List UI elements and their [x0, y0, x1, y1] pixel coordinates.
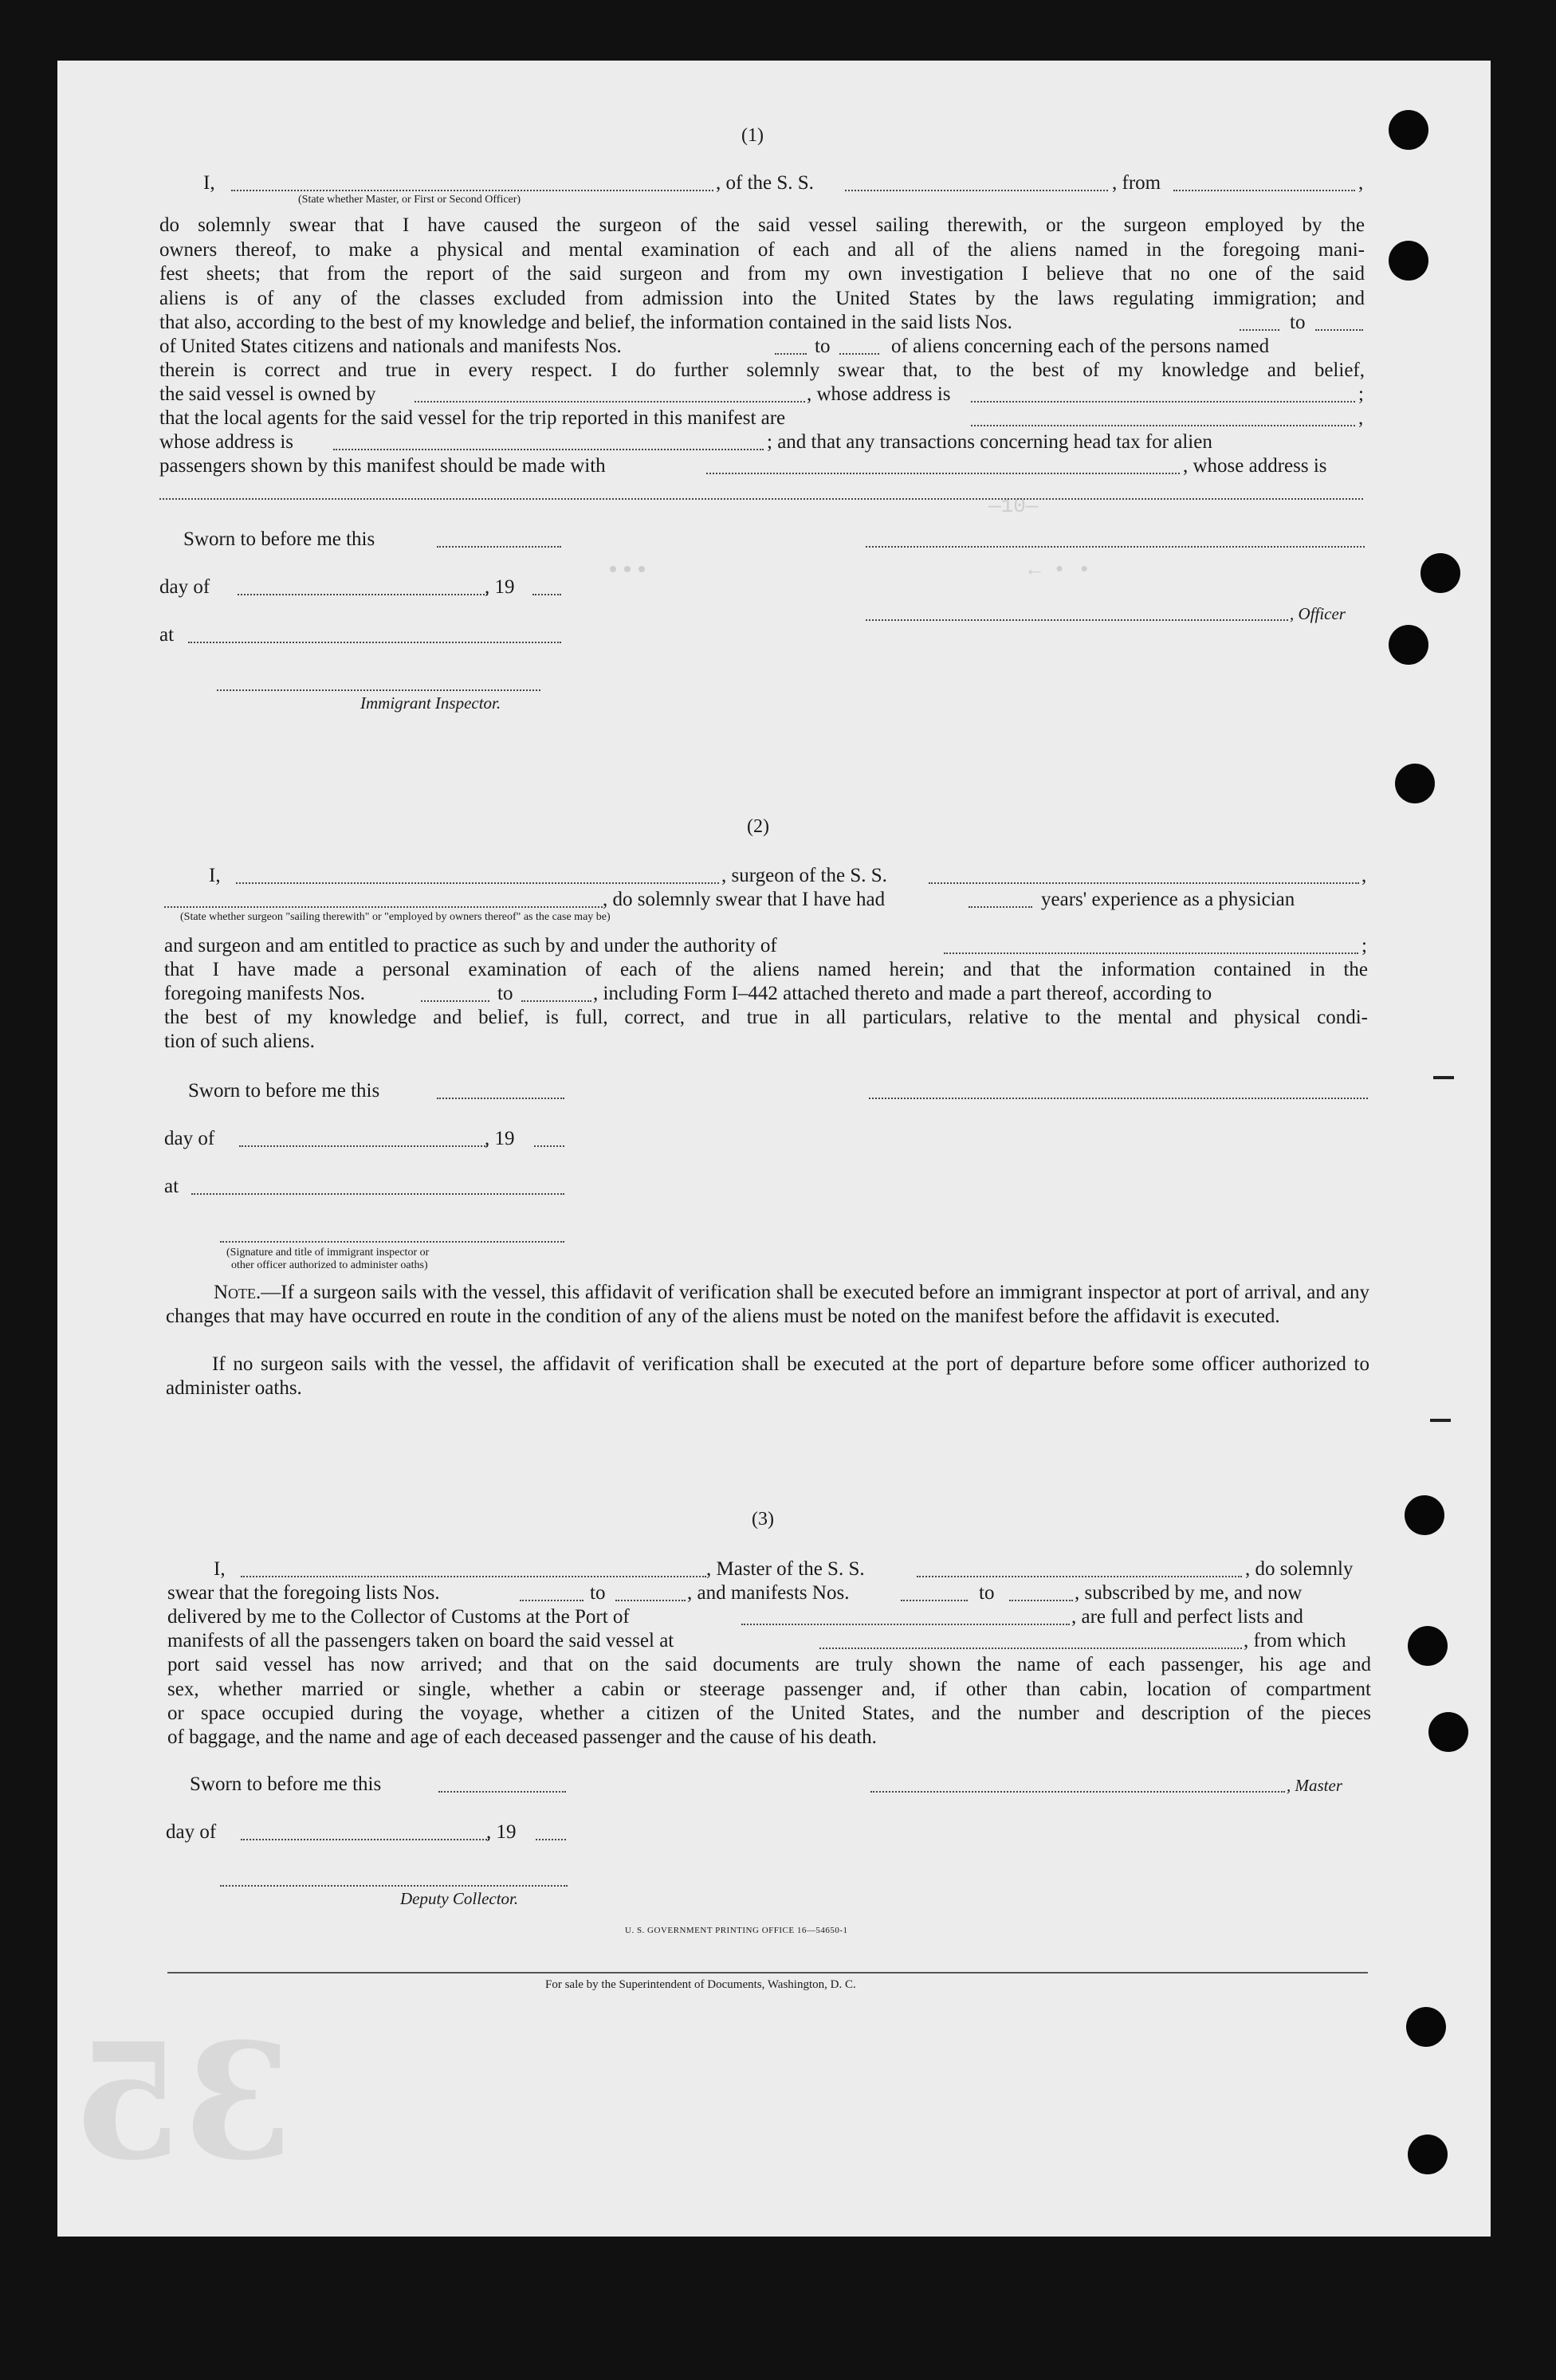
- text: of baggage, and the name and age of each deceased passenger and the cause of his death.: [167, 1726, 877, 1748]
- officer-name-field[interactable]: [231, 190, 713, 191]
- text: , from: [1112, 172, 1161, 194]
- master-lists-to-field[interactable]: [615, 1600, 686, 1601]
- local-agents-field[interactable]: [971, 425, 1355, 426]
- surgeon-signature-field[interactable]: [869, 1098, 1368, 1099]
- master-sworn-month-field[interactable]: [241, 1839, 489, 1840]
- text: ,: [1358, 407, 1364, 429]
- text: , whose address is: [807, 383, 951, 405]
- surgeon-manifests-from-field[interactable]: [421, 1000, 489, 1002]
- master-manifests-to-field[interactable]: [1009, 1600, 1073, 1601]
- sworn-day-field[interactable]: [437, 546, 561, 548]
- master-manifests-from-field[interactable]: [901, 1600, 968, 1601]
- officer-title-field[interactable]: [866, 619, 1288, 621]
- text: ;: [1358, 383, 1364, 405]
- officer-signature-field[interactable]: [866, 546, 1365, 548]
- officer-rank-note: (State whether Master, or First or Second Officer): [298, 194, 521, 206]
- section-2-heading: (2): [747, 816, 769, 837]
- deputy-collector-label: Deputy Collector.: [400, 1889, 519, 1908]
- master-sworn-day-field[interactable]: [438, 1791, 566, 1793]
- affidavit1-body: [159, 214, 1365, 311]
- departure-port-field[interactable]: [1173, 190, 1355, 191]
- vessel-name-field[interactable]: [845, 190, 1108, 191]
- edge-mark: [1430, 1419, 1451, 1422]
- lists-from-field[interactable]: [1240, 329, 1279, 331]
- sale-notice: For sale by the Superintendent of Documents, Washington, D. C.: [545, 1978, 856, 1991]
- text: foregoing manifests Nos.: [164, 983, 366, 1004]
- surgeon-vessel-field[interactable]: [929, 882, 1359, 884]
- punch-hole-4: [1389, 625, 1428, 665]
- surgeon-status-note: (State whether surgeon "sailing therewith" or "employed by owners thereof" as the case may be): [180, 911, 611, 923]
- surgeon-sworn-month-field[interactable]: [239, 1145, 488, 1147]
- text: ,: [1362, 865, 1367, 886]
- section-1-heading: (1): [741, 125, 764, 146]
- immigrant-inspector-label: Immigrant Inspector.: [360, 693, 501, 713]
- signature-title-note: other officer authorized to administer oaths): [231, 1259, 428, 1271]
- text: port said vessel has now arrived; and that on the said documents are truly shown the name of each passenger, his age and: [167, 1654, 1371, 1675]
- text: I,: [209, 865, 221, 886]
- note-label: Note.: [214, 1282, 261, 1303]
- officer-label: , Officer: [1290, 604, 1346, 623]
- text: to: [979, 1582, 995, 1604]
- text: or space occupied during the voyage, whether a citizen of the United States, and the number and description of the pieces: [167, 1703, 1371, 1724]
- section-3-heading: (3): [752, 1509, 774, 1530]
- text: day of: [159, 576, 210, 598]
- punch-hole-2: [1389, 241, 1428, 281]
- text: , whose address is: [1183, 455, 1327, 477]
- text: Sworn to before me this: [188, 1080, 380, 1102]
- text: , from which: [1244, 1630, 1346, 1651]
- note-paragraph-2: If no surgeon sails with the vessel, the affidavit of verification shall be executed at the port of departure before some officer authorized to administer oaths.: [166, 1353, 1369, 1399]
- affidavit3-body: [167, 1653, 1371, 1726]
- text: I,: [203, 172, 215, 194]
- text: delivered by me to the Collector of Customs at the Port of: [167, 1606, 630, 1628]
- surgeon-sworn-day-field[interactable]: [437, 1098, 564, 1099]
- master-label: , Master: [1287, 1776, 1342, 1795]
- punch-hole-7: [1408, 1626, 1448, 1666]
- years-experience-field[interactable]: [969, 906, 1032, 908]
- text: at: [159, 624, 175, 646]
- master-name-field[interactable]: [241, 1576, 706, 1577]
- text: ; and that any transactions concerning head tax for alien: [767, 431, 1212, 453]
- manifests-to-field[interactable]: [839, 353, 879, 355]
- text: to: [815, 336, 831, 357]
- text: tion of such aliens.: [164, 1031, 315, 1052]
- agents-address-field[interactable]: [333, 449, 764, 450]
- text: , 19: [485, 576, 515, 598]
- note-paragraph: [166, 1281, 1369, 1329]
- text: , surgeon of the S. S.: [721, 865, 887, 886]
- manifests-from-field[interactable]: [775, 353, 807, 355]
- text: therein is correct and true in every respect. I do further solemnly swear that, to the best of my knowledge and belief,: [159, 359, 1365, 381]
- text: fest sheets; that from the report of the said surgeon and from my own investigation I believe that no one of the said: [159, 263, 1365, 285]
- text: passengers shown by this manifest should be made with: [159, 455, 606, 477]
- text: the best of my knowledge and belief, is full, correct, and true in all particulars, relative to the mental and physical condi-: [164, 1007, 1368, 1028]
- text: Sworn to before me this: [183, 528, 375, 550]
- text: , Master of the S. S.: [706, 1558, 865, 1580]
- text: , do solemnly: [1245, 1558, 1354, 1580]
- lists-to-field[interactable]: [1315, 329, 1363, 331]
- printing-office-line: U. S. GOVERNMENT PRINTING OFFICE 16—54650-1: [625, 1926, 848, 1935]
- punch-hole-9: [1406, 2007, 1446, 2047]
- text: that the local agents for the said vessel for the trip reported in this manifest are: [159, 407, 786, 429]
- text: , subscribed by me, and now: [1075, 1582, 1303, 1604]
- surgeon-manifests-to-field[interactable]: [521, 1000, 591, 1002]
- text: , do solemnly swear that I have had: [603, 889, 886, 910]
- text: , including Form I–442 attached thereto and made a part thereof, according to: [593, 983, 1212, 1004]
- punch-hole-5: [1395, 764, 1435, 803]
- master-sworn-year-field[interactable]: [536, 1839, 566, 1840]
- punch-hole-8: [1428, 1712, 1468, 1752]
- master-vessel-field[interactable]: [917, 1576, 1242, 1577]
- sworn-place-field[interactable]: [188, 642, 561, 643]
- master-signature-field[interactable]: [870, 1791, 1285, 1793]
- port-of-delivery-field[interactable]: [741, 1624, 1070, 1625]
- text: manifests of all the passengers taken on board the said vessel at: [167, 1630, 674, 1651]
- text: day of: [166, 1821, 217, 1843]
- text: I,: [214, 1558, 226, 1580]
- text: , 19: [486, 1821, 517, 1843]
- head-tax-address-field[interactable]: [159, 498, 1363, 500]
- text: years' experience as a physician: [1041, 889, 1295, 910]
- head-tax-party-field[interactable]: [706, 473, 1180, 474]
- inspector-signature-field[interactable]: [217, 689, 540, 691]
- text: aliens is of any of the classes excluded from admission into the United States by the laws regulating immigration; and: [159, 287, 1365, 309]
- bleed-through-text: ← • •: [1028, 558, 1091, 582]
- text: at: [164, 1176, 179, 1197]
- surgeon-sworn-year-field[interactable]: [534, 1145, 564, 1147]
- sworn-month-field[interactable]: [238, 594, 488, 595]
- text: of United States citizens and nationals and manifests Nos.: [159, 336, 622, 357]
- text: , of the S. S.: [716, 172, 814, 194]
- text: owners thereof, to make a physical and mental examination of each and all of the aliens named in the foregoing mani-: [159, 238, 1365, 261]
- punch-hole-6: [1405, 1495, 1444, 1535]
- text: the said vessel is owned by: [159, 383, 376, 405]
- text: , and manifests Nos.: [687, 1582, 850, 1604]
- bleed-through-text: •••: [606, 558, 650, 585]
- text: whose address is: [159, 431, 294, 453]
- signature-title-note: (Signature and title of immigrant inspector or: [226, 1247, 430, 1259]
- text: Sworn to before me this: [190, 1773, 382, 1795]
- note-body: —If a surgeon sails with the vessel, this affidavit of verification shall be executed before an immigrant inspector at port of arrival, and any changes that may have occurred en route in the condition of any of the aliens must be noted on the manifest before the affidavit is executed.: [166, 1282, 1369, 1327]
- text: to: [497, 983, 513, 1004]
- authority-field[interactable]: [944, 952, 1358, 954]
- collector-signature-field[interactable]: [220, 1885, 568, 1887]
- text: day of: [164, 1128, 215, 1149]
- text: ,: [1358, 172, 1364, 194]
- text: and surgeon and am entitled to practice as such by and under the authority of: [164, 935, 777, 956]
- text: to: [590, 1582, 606, 1604]
- text: swear that the foregoing lists Nos.: [167, 1582, 440, 1604]
- text: sex, whether married or single, whether a cabin or steerage passenger and, if other than cabin, location of compartment: [167, 1678, 1371, 1700]
- owner-address-field[interactable]: [971, 401, 1355, 403]
- inspector2-signature-field[interactable]: [220, 1241, 564, 1243]
- text: , 19: [485, 1128, 515, 1149]
- text: that I have made a personal examination of each of the aliens named herein; and that the information contained in the: [164, 959, 1368, 980]
- surgeon-sworn-place-field[interactable]: [191, 1193, 564, 1195]
- port-of-embarkation-field[interactable]: [819, 1648, 1242, 1649]
- surgeon-name-field[interactable]: [236, 882, 719, 884]
- text: that also, according to the best of my knowledge and belief, the information contained in the said lists Nos.: [159, 312, 1012, 333]
- bleed-through-text: 35: [72, 2009, 294, 2196]
- owner-field[interactable]: [415, 401, 805, 403]
- punch-hole-10: [1408, 2135, 1448, 2174]
- edge-mark: [1433, 1076, 1454, 1079]
- text: ;: [1362, 935, 1367, 956]
- text: , are full and perfect lists and: [1071, 1606, 1303, 1628]
- text: do solemnly swear that I have caused the surgeon of the said vessel sailing therewith, or the surgeon employed by the: [159, 214, 1365, 236]
- punch-hole-3: [1420, 553, 1460, 593]
- punch-hole-1: [1389, 110, 1428, 150]
- footer-rule: [167, 1972, 1368, 1974]
- master-lists-from-field[interactable]: [520, 1600, 584, 1601]
- sworn-year-field[interactable]: [532, 594, 561, 595]
- bleed-through-text: —10—: [988, 494, 1039, 518]
- text: to: [1290, 312, 1306, 333]
- text: of aliens concerning each of the persons named: [891, 336, 1270, 357]
- surgeon-status-field[interactable]: [164, 906, 603, 908]
